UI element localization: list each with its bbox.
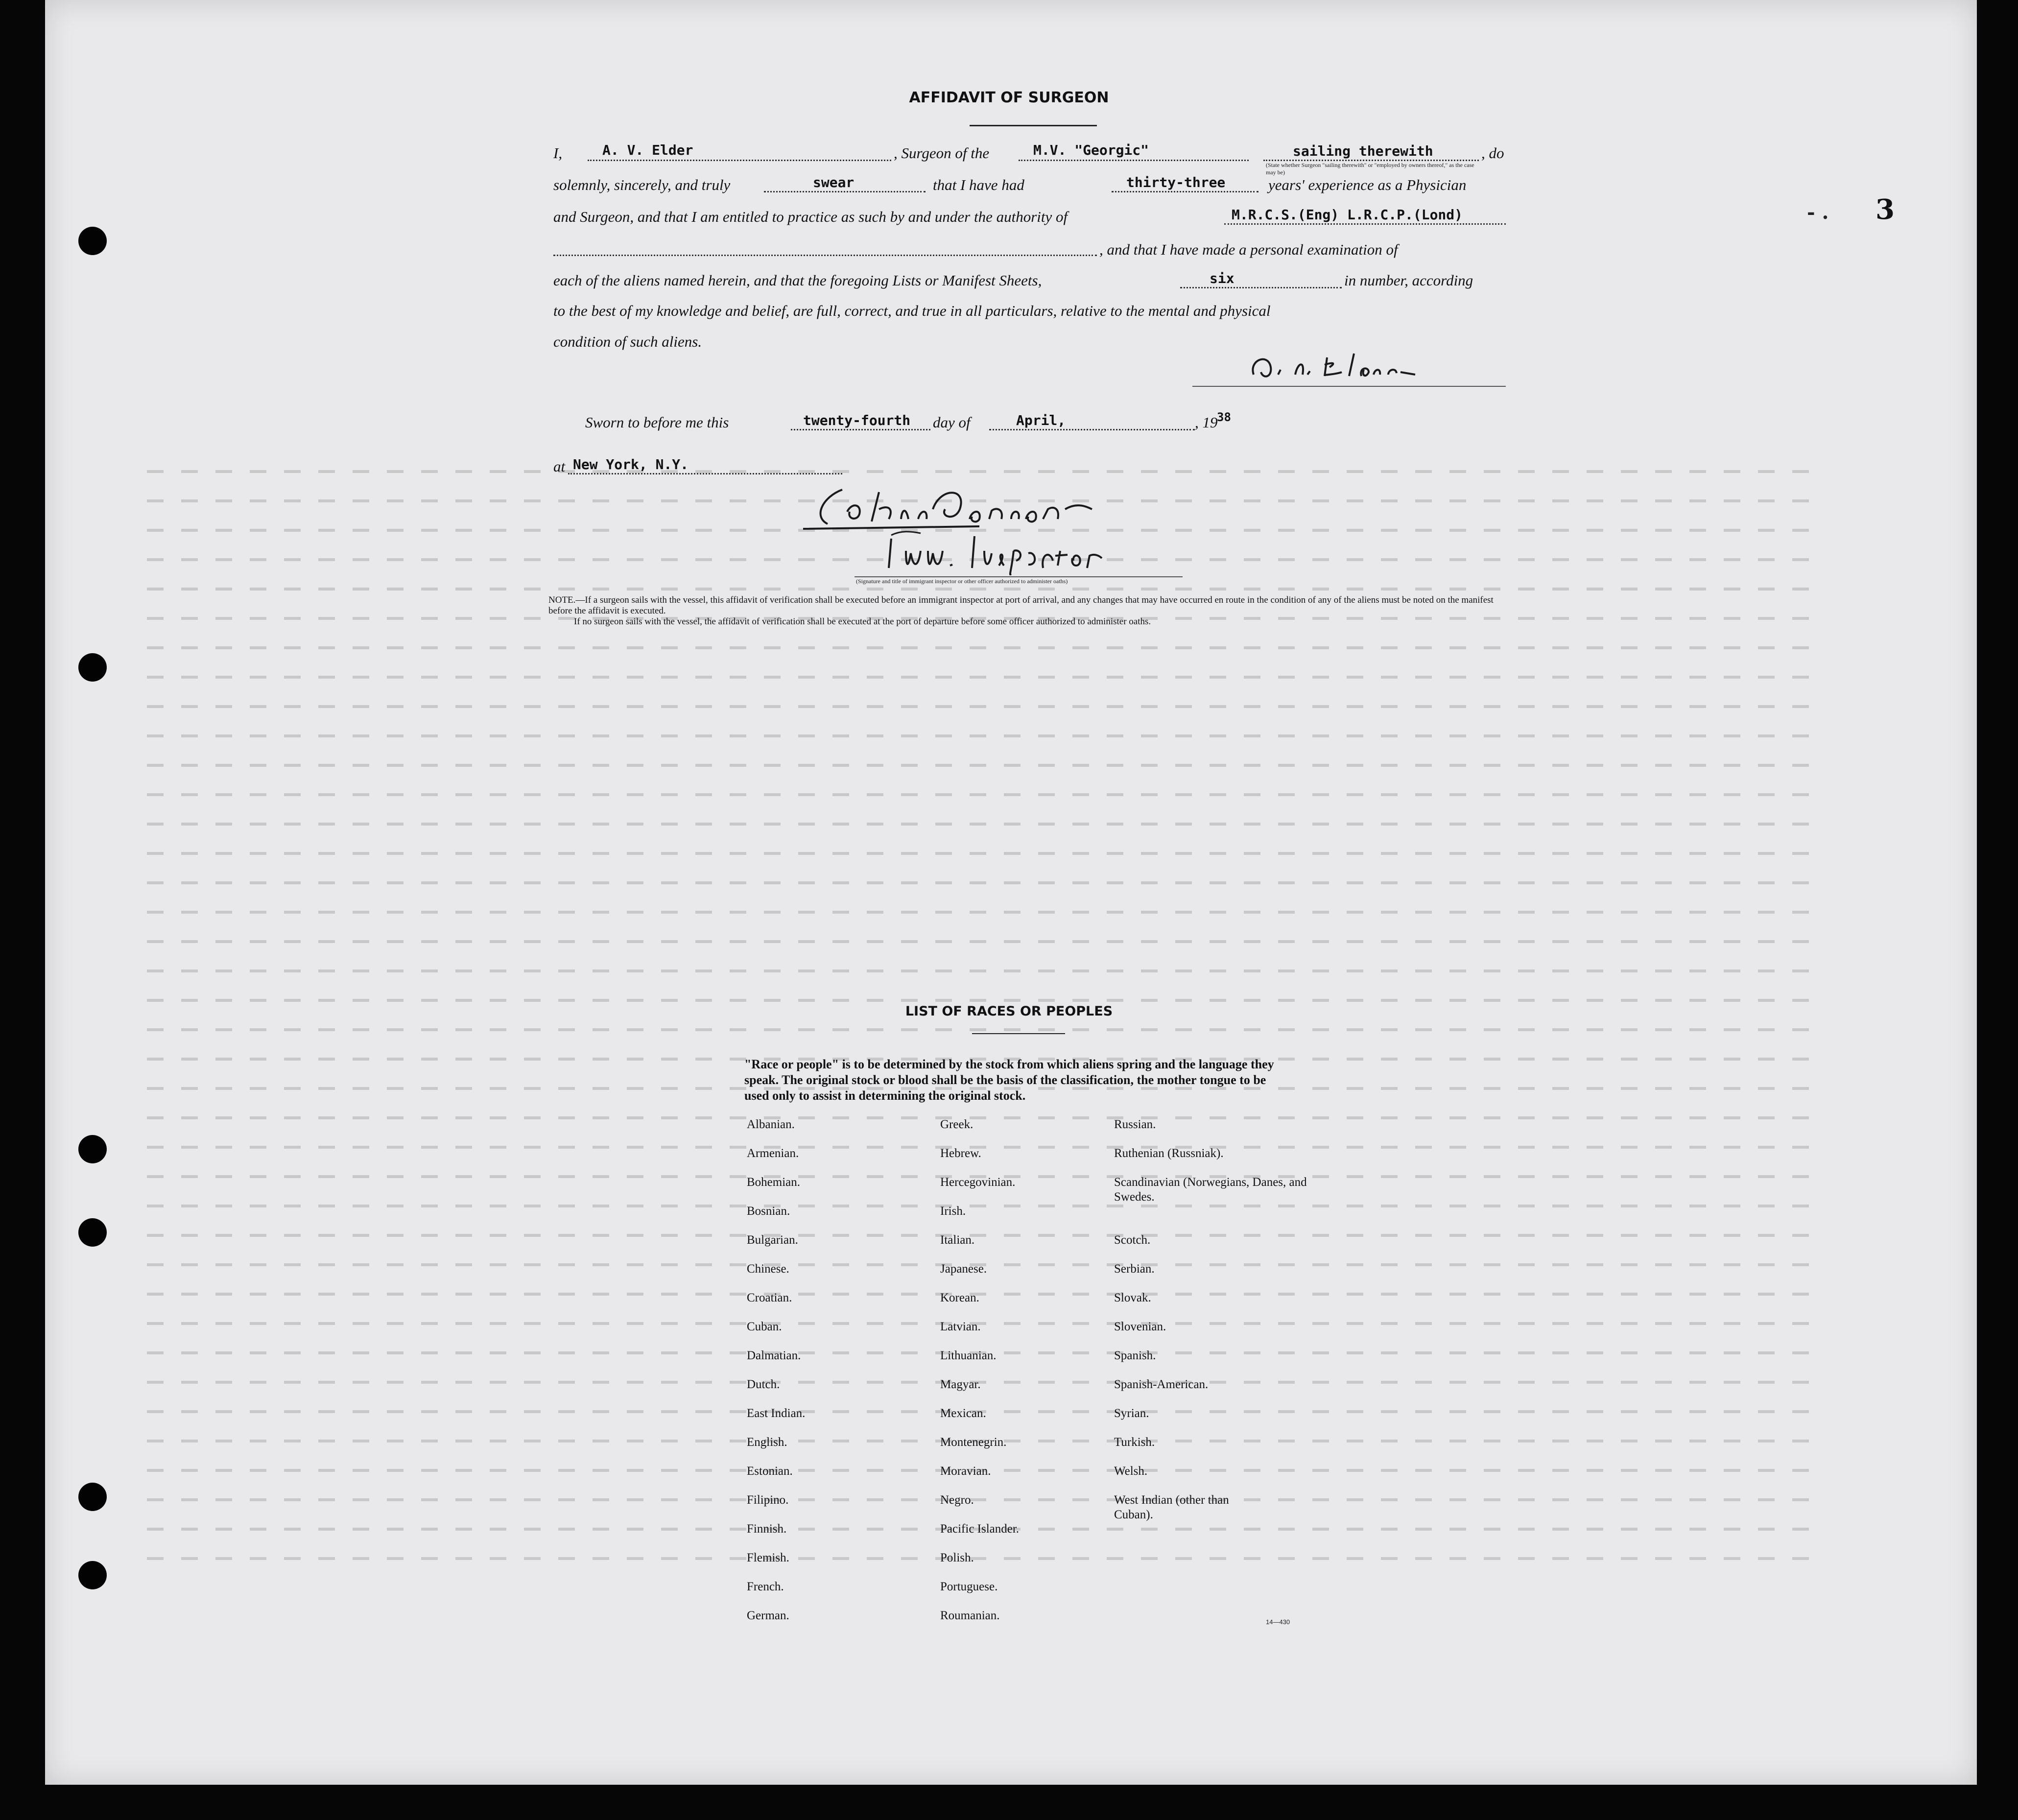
race-item: Albanian. [747,1118,795,1131]
fill-rule [588,160,891,161]
race-item: Moravian. [940,1465,991,1478]
fill-rule [1180,287,1342,288]
title-underline [970,125,1097,126]
officer-caption: (Signature and title of immigrant inspector or other officer authorized to administer oaths) [856,578,1068,585]
affidavit-line5-suffix: in number, according [1344,272,1473,289]
surgeon-name: A. V. Elder [602,142,693,158]
punch-hole [78,1561,107,1589]
races-column-3 [1114,1117,1310,1522]
affidavit-line1-suffix: , do [1481,144,1504,162]
officer-signature-rule [855,576,1183,577]
race-item: Chinese. [747,1262,789,1276]
race-item: German. [747,1609,789,1622]
margin-marks: - . [1807,201,1829,224]
surgeon-role: sailing therewith [1293,143,1433,159]
race-item: Spanish-American. [1114,1378,1209,1391]
races-title: LIST OF RACES OR PEOPLES [905,1004,1113,1019]
at-prefix: at [553,458,566,475]
race-item: Latvian. [940,1320,981,1333]
affidavit-line1-mid: , Surgeon of the [894,144,990,162]
affidavit-line1-prefix: I, [553,144,563,162]
race-item: Dalmatian. [747,1349,801,1362]
race-item: Mexican. [940,1407,986,1420]
affidavit-line2-suffix: years' experience as a Physician [1268,176,1467,193]
sworn-month: April, [1016,412,1066,428]
punch-hole [78,653,107,682]
race-item: Greek. [940,1118,973,1131]
race-item: Irish. [940,1205,966,1218]
punch-hole [78,1135,107,1163]
fill-rule [1112,191,1258,192]
race-item: Croatian. [747,1291,792,1304]
race-item: Filipino. [747,1493,789,1507]
note-line1: NOTE.—If a surgeon sails with the vessel, this affidavit of verification shall be executed before an immigrant inspector at port of arrival, and any changes that may have occurred en route in the condition of any of the aliens must be noted on the manifest before the affidavit is executed. [548,595,1494,616]
punch-hole [78,227,107,255]
punch-hole [78,1483,107,1511]
sworn-place: New York, N.Y. [573,456,689,473]
affidavit-line7: condition of such aliens. [553,333,702,350]
race-item: Turkish. [1114,1436,1155,1449]
race-item: Estonian. [747,1465,793,1478]
sworn-day: twenty-fourth [803,412,911,428]
race-item: Welsh. [1114,1465,1148,1478]
years-experience: thirty-three [1126,174,1226,190]
race-item: Scotch. [1114,1233,1151,1247]
race-item: Bohemian. [747,1176,801,1189]
note-line2: If no surgeon sails with the vessel, the affidavit of verification shall be executed at the port of departure before some officer authorized to administer oaths. [574,616,1151,627]
punch-hole [78,1218,107,1247]
race-item: Slovenian. [1114,1320,1166,1333]
race-item: Korean. [940,1291,979,1304]
affidavit-line4-suffix: , and that I have made a personal examination of [1099,241,1398,258]
race-item: Spanish. [1114,1349,1156,1362]
races-column-1 [747,1117,805,1637]
sheet-count: six [1210,270,1235,286]
race-item: Hercegovinian. [940,1176,1016,1189]
role-note: (State whether Surgeon "sailing therewith" or "employed by owners thereof," as the case may be) [1266,162,1474,176]
fill-rule [764,191,926,192]
form-number: 14—430 [1266,1618,1290,1626]
oath-type: swear [813,174,855,190]
race-item: East Indian. [747,1407,806,1420]
race-item: Russian. [1114,1118,1156,1131]
race-item: Portuguese. [940,1580,998,1593]
fill-rule [553,255,1097,256]
sworn-prefix: Sworn to before me this [585,414,729,431]
fill-rule [1263,160,1479,161]
sworn-year-prefix: , 19 [1195,414,1218,431]
page-number: 3 [1876,193,1895,226]
affidavit-line6: to the best of my knowledge and belief, are full, correct, and true in all particulars, relative to the mental and physical [553,302,1271,319]
race-item: Hebrew. [940,1147,981,1160]
race-item: Bosnian. [747,1205,790,1218]
sworn-year: 38 [1217,410,1231,424]
vessel-name: M.V. "Georgic" [1033,142,1149,158]
race-item: West Indian (other than Cuban). [1114,1493,1229,1521]
races-title-underline [972,1033,1065,1034]
race-item: Scandinavian (Norwegians, Danes, and Swedes. [1114,1176,1307,1204]
race-item: Negro. [940,1493,974,1507]
fill-rule [568,473,842,474]
race-item: Flemish. [747,1551,789,1564]
inspector-signature [774,482,1214,536]
authority: M.R.C.S.(Eng) L.R.C.P.(Lond) [1232,207,1463,223]
affidavit-note [548,595,1508,627]
races-column-2 [940,1117,1019,1637]
affidavit-line5-prefix: each of the aliens named herein, and that the foregoing Lists or Manifest Sheets, [553,272,1042,289]
race-item: French. [747,1580,784,1593]
race-item: Slovak. [1114,1291,1151,1304]
race-item: English. [747,1436,787,1449]
race-item: Montenegrin. [940,1436,1007,1449]
race-item: Pacific Islander. [940,1522,1020,1536]
affidavit-line2-mid: that I have had [933,176,1024,193]
race-item: Dutch. [747,1378,780,1391]
fill-rule [1224,223,1506,225]
race-item: Magyar. [940,1378,981,1391]
races-intro: "Race or people" is to be determined by the stock from which aliens spring and the language they speak. The original stock or blood shall be the basis of the classification, the mother tongue to be used only to assist in determining the original stock. [744,1057,1274,1103]
race-item: Lithuanian. [940,1349,997,1362]
race-item: Cuban. [747,1320,782,1333]
fill-rule [1019,160,1249,161]
race-item: Serbian. [1114,1262,1155,1276]
affidavit-title: AFFIDAVIT OF SURGEON [909,89,1109,106]
race-item: Bulgarian. [747,1233,798,1247]
race-item: Roumanian. [940,1609,1000,1622]
sworn-mid: day of [933,414,971,431]
fill-rule [791,429,930,430]
race-item: Italian. [940,1233,975,1247]
race-item: Japanese. [940,1262,987,1276]
affidavit-line3-prefix: and Surgeon, and that I am entitled to practice as such by and under the authority of [553,208,1068,225]
race-item: Finnish. [747,1522,787,1536]
race-item: Armenian. [747,1147,799,1160]
affidavit-line2-prefix: solemnly, sincerely, and truly [553,176,731,193]
race-item: Syrian. [1114,1407,1149,1420]
race-item: Polish. [940,1551,974,1564]
signature-rule [1192,386,1506,387]
surgeon-signature [1244,348,1430,387]
inspector-title-signature [872,531,1214,575]
race-item: Ruthenian (Russniak). [1114,1147,1224,1160]
fill-rule [989,429,1195,430]
